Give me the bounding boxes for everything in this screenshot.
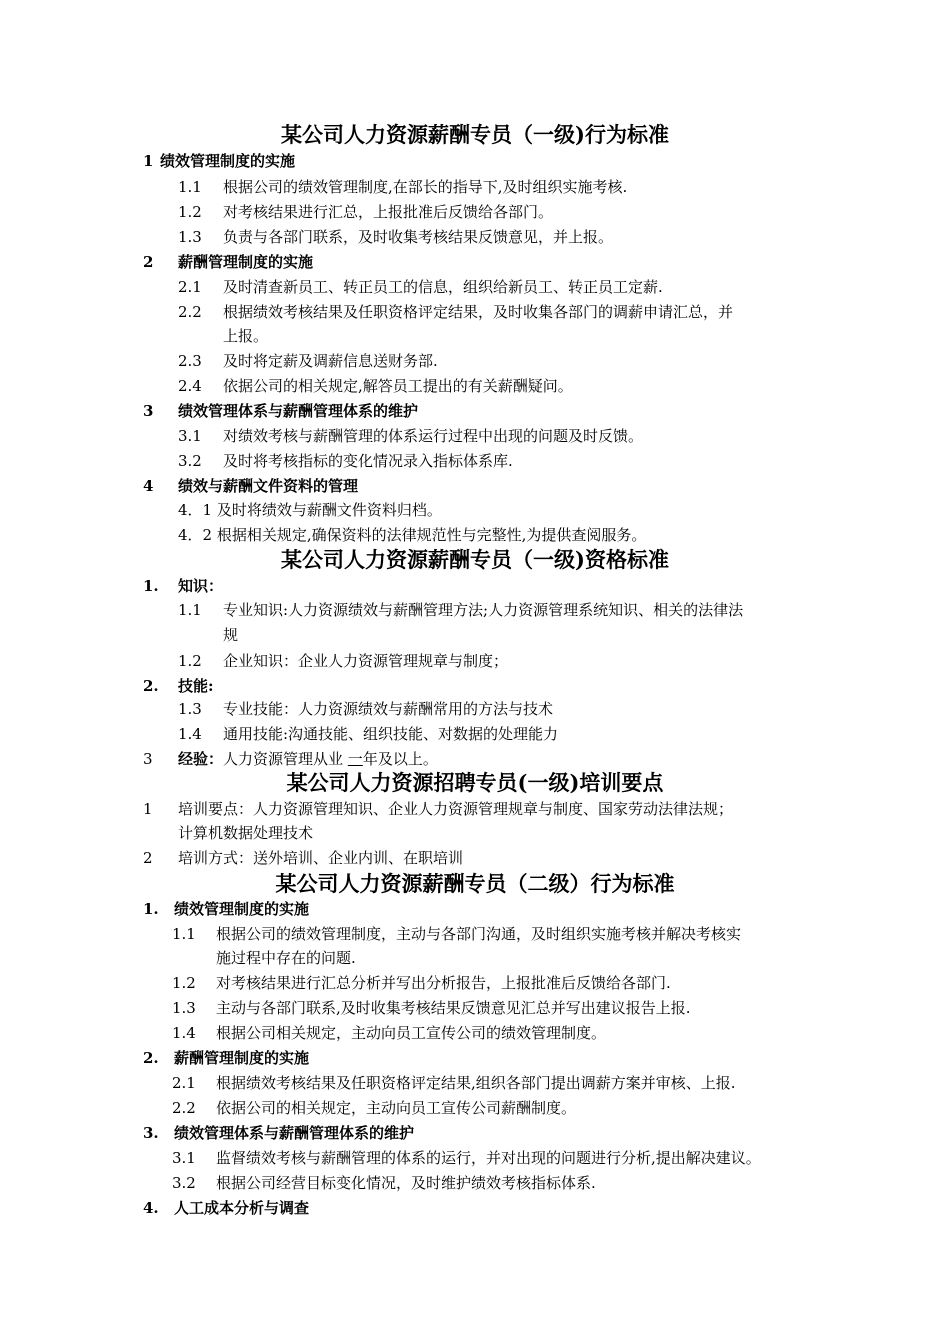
item-text: 4．1 及时将绩效与薪酬文件资料归档。 bbox=[178, 501, 442, 519]
item-text: 根据公司的绩效管理制度，主动与各部门沟通，及时组织实施考核并解决考核实 bbox=[216, 925, 742, 943]
heading-number: 1. bbox=[143, 577, 159, 595]
item-text-continued: 施过程中存在的问题. bbox=[216, 949, 356, 967]
item-text: 负责与各部门联系，及时收集考核结果反馈意见，并上报。 bbox=[223, 228, 614, 246]
heading: 绩效与薪酬文件资料的管理 bbox=[178, 477, 359, 495]
heading: 绩效管理体系与薪酬管理体系的维护 bbox=[178, 402, 419, 420]
item-text: 根据绩效考核结果及任职资格评定结果，及时收集各部门的调薪申请汇总，并 bbox=[223, 303, 734, 321]
heading: 绩效管理体系与薪酬管理体系的维护 bbox=[174, 1124, 415, 1142]
item-number: 1.4 bbox=[178, 725, 202, 743]
item-number: 2 bbox=[143, 849, 153, 867]
heading-number: 1. bbox=[143, 900, 159, 918]
item-text: 依据公司的相关规定,解答员工提出的有关薪酬疑问。 bbox=[223, 377, 573, 395]
heading: 知识： bbox=[178, 577, 224, 595]
heading-number: 4. bbox=[143, 1199, 159, 1217]
item-text: 主动与各部门联系,及时收集考核结果反馈意见汇总并写出建议报告上报. bbox=[216, 999, 691, 1017]
item-text: 对绩效考核与薪酬管理的体系运行过程中出现的问题及时反馈。 bbox=[223, 427, 644, 445]
item-number: 1.1 bbox=[178, 601, 202, 619]
item-number: 2.2 bbox=[172, 1099, 196, 1117]
experience-line bbox=[178, 749, 438, 769]
item-number: 1.3 bbox=[178, 228, 202, 246]
heading-number: 2. bbox=[143, 677, 159, 695]
item-text-continued: 上报。 bbox=[223, 327, 269, 345]
item-text: 专业技能：人力资源绩效与薪酬常用的方法与技术 bbox=[223, 700, 554, 718]
heading: 绩效管理制度的实施 bbox=[174, 900, 310, 918]
item-text: 培训要点：人力资源管理知识、企业人力资源管理规章与制度、国家劳动法律法规； bbox=[178, 800, 734, 818]
item-text: 根据公司经营目标变化情况，及时维护绩效考核指标体系. bbox=[216, 1174, 596, 1192]
item-number: 3.1 bbox=[178, 427, 202, 445]
item-number: 3.1 bbox=[172, 1149, 196, 1167]
item-text-continued: 计算机数据处理技术 bbox=[178, 824, 314, 842]
item-text: 对考核结果进行汇总，上报批准后反馈给各部门。 bbox=[223, 203, 554, 221]
heading-number: 3 bbox=[143, 750, 153, 768]
heading-number: 3. bbox=[143, 1124, 159, 1142]
item-text: 及时将考核指标的变化情况录入指标体系库. bbox=[223, 452, 513, 470]
item-text: 培训方式：送外培训、企业内训、在职培训 bbox=[178, 849, 464, 867]
item-number: 1.2 bbox=[178, 203, 202, 221]
item-text: 4．2 根据相关规定,确保资料的法律规范性与完整性,为提供查阅服务。 bbox=[178, 526, 647, 544]
heading-number: 4 bbox=[143, 477, 154, 495]
heading: 薪酬管理制度的实施 bbox=[174, 1049, 310, 1067]
item-text: 通用技能:沟通技能、组织技能、对数据的处理能力 bbox=[223, 725, 559, 743]
item-text: 根据公司的绩效管理制度,在部长的指导下,及时组织实施考核. bbox=[223, 178, 628, 196]
item-number: 1.2 bbox=[172, 974, 196, 992]
heading-number: 3 bbox=[143, 402, 154, 420]
heading: 薪酬管理制度的实施 bbox=[178, 253, 314, 271]
section-title: 某公司人力资源薪酬专员（二级）行为标准 bbox=[275, 871, 675, 896]
heading: 技能: bbox=[178, 677, 214, 695]
item-text: 专业知识:人力资源绩效与薪酬管理方法;人力资源管理系统知识、相关的法律法 bbox=[223, 601, 744, 619]
item-text: 及时清查新员工、转正员工的信息，组织给新员工、转正员工定薪. bbox=[223, 278, 663, 296]
item-number: 2.2 bbox=[178, 303, 202, 321]
item-number: 3.2 bbox=[178, 452, 202, 470]
item-text: 企业知识：企业人力资源管理规章与制度； bbox=[223, 652, 509, 670]
item-text: 对考核结果进行汇总分析并写出分析报告，上报批准后反馈给各部门. bbox=[216, 974, 671, 992]
item-number: 1.2 bbox=[178, 652, 202, 670]
item-number: 1.1 bbox=[172, 925, 196, 943]
experience-years-blank: 一 bbox=[347, 750, 363, 768]
heading: 绩效管理制度的实施 bbox=[160, 152, 296, 170]
experience-text-end: 年及以上。 bbox=[362, 750, 438, 768]
item-number: 1.3 bbox=[172, 999, 196, 1017]
item-number: 1 bbox=[143, 800, 153, 818]
section-title: 某公司人力资源招聘专员(一级)培训要点 bbox=[286, 770, 664, 795]
item-number: 2.1 bbox=[178, 278, 202, 296]
item-text: 监督绩效考核与薪酬管理的体系的运行，并对出现的问题进行分析,提出解决建议。 bbox=[216, 1149, 761, 1167]
experience-label: 经验： bbox=[178, 750, 224, 768]
item-number: 1.4 bbox=[172, 1024, 196, 1042]
item-number: 2.1 bbox=[172, 1074, 196, 1092]
section-title: 某公司人力资源薪酬专员（一级)行为标准 bbox=[281, 122, 669, 147]
item-text-continued: 规 bbox=[223, 626, 239, 644]
item-number: 2.4 bbox=[178, 377, 202, 395]
item-number: 1.1 bbox=[178, 178, 202, 196]
item-number: 1.3 bbox=[178, 700, 202, 718]
heading-number: 1 bbox=[143, 152, 154, 170]
item-number: 3.2 bbox=[172, 1174, 196, 1192]
heading-number: 2. bbox=[143, 1049, 159, 1067]
item-text: 依据公司的相关规定，主动向员工宣传公司薪酬制度。 bbox=[216, 1099, 577, 1117]
item-text: 根据公司相关规定，主动向员工宣传公司的绩效管理制度。 bbox=[216, 1024, 607, 1042]
item-text: 及时将定薪及调薪信息送财务部. bbox=[223, 352, 438, 370]
heading: 人工成本分析与调查 bbox=[174, 1199, 310, 1217]
experience-text: 人力资源管理从业 bbox=[223, 750, 348, 768]
item-number: 2.3 bbox=[178, 352, 202, 370]
item-text: 根据绩效考核结果及任职资格评定结果,组织各部门提出调薪方案并审核、上报. bbox=[216, 1074, 736, 1092]
section-title: 某公司人力资源薪酬专员（一级)资格标准 bbox=[281, 547, 669, 572]
heading-number: 2 bbox=[143, 253, 154, 271]
